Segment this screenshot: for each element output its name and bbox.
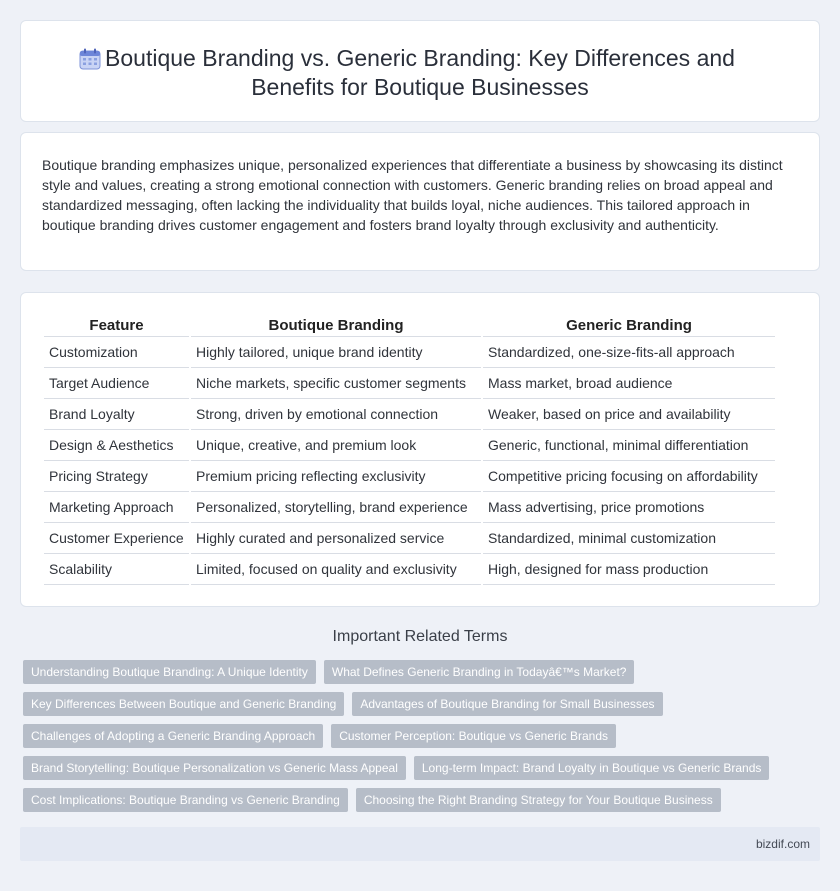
related-terms-row [23,692,823,724]
cell-generic: Generic, functional, minimal differentiation [483,430,775,461]
table-row [44,368,775,399]
footer-site-name: bizdif.com [755,837,810,851]
footer [20,827,820,861]
cell-feature: Customization [44,337,189,368]
cell-boutique: Unique, creative, and premium look [191,430,481,461]
intro-card [20,132,820,271]
cell-generic: Competitive pricing focusing on affordability [483,461,775,492]
related-term-link[interactable]: Advantages of Boutique Branding for Small Businesses [352,692,662,716]
table-row [44,337,775,368]
related-term-link[interactable]: Customer Perception: Boutique vs Generic Brands [331,724,616,748]
related-term-link[interactable]: Challenges of Adopting a Generic Branding Approach [23,724,323,748]
column-header-feature: Feature [44,312,189,337]
page-title: Boutique Branding vs. Generic Branding: Key Differences and Benefits for Boutique Businesses [105,45,735,100]
table-row [44,554,775,585]
cell-feature: Brand Loyalty [44,399,189,430]
column-header-boutique: Boutique Branding [191,312,481,337]
cell-generic: High, designed for mass production [483,554,775,585]
cell-boutique: Strong, driven by emotional connection [191,399,481,430]
cell-boutique: Personalized, storytelling, brand experience [191,492,481,523]
related-term-link[interactable]: What Defines Generic Branding in Todayâ€™s Market? [324,660,635,684]
column-header-generic: Generic Branding [483,312,775,337]
table-row [44,523,775,554]
related-term-link[interactable]: Brand Storytelling: Boutique Personalization vs Generic Mass Appeal [23,756,406,780]
table-row [44,492,775,523]
cell-generic: Mass advertising, price promotions [483,492,775,523]
related-term-link[interactable]: Understanding Boutique Branding: A Unique Identity [23,660,316,684]
cell-boutique: Highly curated and personalized service [191,523,481,554]
related-terms-row [23,756,823,788]
cell-boutique: Limited, focused on quality and exclusivity [191,554,481,585]
cell-generic: Weaker, based on price and availability [483,399,775,430]
related-terms-list [23,660,823,820]
cell-feature: Design & Aesthetics [44,430,189,461]
table-header-row [44,312,775,337]
comparison-table-card [20,292,820,607]
cell-feature: Scalability [44,554,189,585]
table-row [44,461,775,492]
cell-boutique: Highly tailored, unique brand identity [191,337,481,368]
cell-feature: Customer Experience [44,523,189,554]
related-term-link[interactable]: Cost Implications: Boutique Branding vs Generic Branding [23,788,348,812]
related-term-link[interactable]: Long-term Impact: Brand Loyalty in Boutique vs Generic Brands [414,756,770,780]
related-terms-heading: Important Related Terms [332,628,508,645]
intro-paragraph: Boutique branding emphasizes unique, personalized experiences that differentiate a business by showcasing its distinct style and values, creating a strong emotional connection with customers. Generic branding relies on broad appeal and standardized messaging, often lacking the individuality that builds loyal, niche audiences. This tailored approach in boutique branding drives customer engagement and fosters brand loyalty through exclusivity and authenticity. [42,157,783,233]
related-terms-row [23,788,823,820]
related-term-link[interactable]: Key Differences Between Boutique and Generic Branding [23,692,344,716]
related-terms-row [23,660,823,692]
related-terms-row [23,724,823,756]
table-row [44,399,775,430]
cell-feature: Target Audience [44,368,189,399]
comparison-table [42,312,777,585]
cell-boutique: Premium pricing reflecting exclusivity [191,461,481,492]
cell-feature: Marketing Approach [44,492,189,523]
cell-boutique: Niche markets, specific customer segments [191,368,481,399]
header-card [20,20,820,122]
cell-generic: Standardized, minimal customization [483,523,775,554]
cell-generic: Standardized, one-size-fits-all approach [483,337,775,368]
cell-generic: Mass market, broad audience [483,368,775,399]
table-row [44,430,775,461]
related-term-link[interactable]: Choosing the Right Branding Strategy for Your Boutique Business [356,788,721,812]
cell-feature: Pricing Strategy [44,461,189,492]
